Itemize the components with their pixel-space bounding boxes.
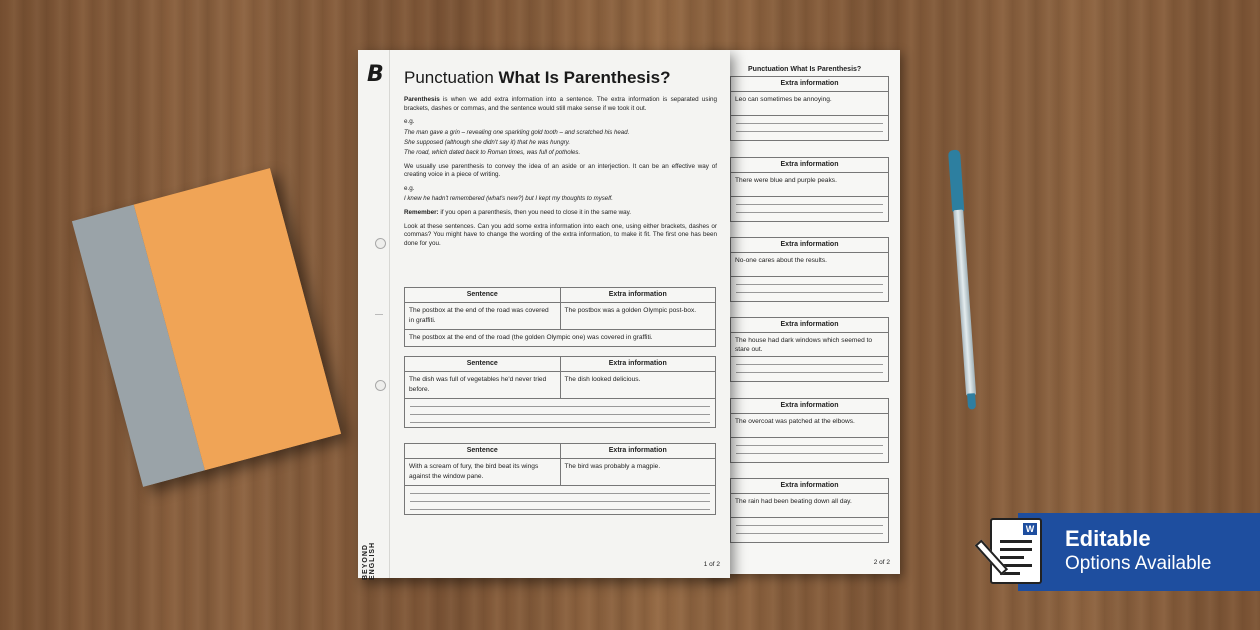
sentence-cell: With a scream of fury, the bird beat its wings against the window pane. bbox=[405, 459, 561, 485]
extra-info-box bbox=[730, 237, 889, 302]
worksheet-body bbox=[404, 68, 717, 253]
word-document-icon bbox=[990, 518, 1042, 584]
page1-number: 1 of 2 bbox=[703, 561, 720, 568]
extra-info-box bbox=[730, 157, 889, 222]
banner-subtitle: Options Available bbox=[1065, 553, 1212, 574]
extra-info-box bbox=[730, 76, 889, 141]
extra-info-header: Extra information bbox=[731, 158, 888, 173]
banner-text[interactable] bbox=[1065, 526, 1211, 576]
brand-vertical-text: BEYOND ENGLISH bbox=[362, 541, 376, 580]
extra-info-box bbox=[730, 478, 889, 543]
extra-info-header: Extra information bbox=[731, 77, 888, 92]
column-header-sentence: Sentence bbox=[405, 444, 561, 458]
aside-paragraph: We usually use parenthesis to convey the idea of an aside or an interjection. It can be an effective way of creating voice in a piece of writing. bbox=[404, 162, 717, 178]
column-header-extra: Extra information bbox=[608, 447, 667, 454]
extra-info-header: Extra information bbox=[731, 399, 888, 414]
extra-info-box bbox=[730, 398, 889, 463]
ballpoint-pen bbox=[948, 150, 978, 412]
extra-info-cell: The postbox was a golden Olympic post-box. bbox=[564, 307, 697, 314]
punch-hole-icon bbox=[375, 238, 386, 249]
pen-cap bbox=[948, 150, 964, 213]
banner-title: Editable bbox=[1065, 526, 1151, 551]
example-label: e.g. bbox=[404, 184, 415, 192]
word-logo-icon: W bbox=[1023, 523, 1037, 535]
column-header-sentence: Sentence bbox=[405, 288, 561, 302]
extra-info-header: Extra information bbox=[731, 318, 888, 333]
extra-info-text: The rain had been beating down all day. bbox=[731, 494, 888, 518]
answer-lines[interactable] bbox=[405, 486, 715, 514]
exercise-table bbox=[404, 356, 716, 428]
extra-info-text: The overcoat was patched at the elbows. bbox=[731, 414, 888, 438]
example-sentence: I knew he hadn't remembered (what's new?) but I kept my thoughts to myself. bbox=[404, 195, 613, 202]
example-sentence: She supposed (although she didn't say it) that he was hungry. bbox=[404, 138, 571, 146]
page-margin bbox=[358, 50, 390, 578]
remember-note: Remember: if you open a parenthesis, then you need to close it in the same way. bbox=[404, 209, 632, 216]
extra-info-text: The house had dark windows which seemed to stare out. bbox=[731, 333, 888, 357]
worksheet-page-1 bbox=[358, 50, 730, 578]
example-sentence: The man gave a grin – revealing one sparkling gold tooth – and scratched his head. bbox=[404, 128, 630, 136]
extra-info-text: No-one cares about the results. bbox=[731, 253, 888, 277]
extra-info-cell: The bird was probably a magpie. bbox=[564, 463, 661, 470]
notebook bbox=[72, 168, 341, 487]
worksheet-page-2 bbox=[704, 50, 900, 574]
beyond-logo-icon: B bbox=[367, 62, 384, 87]
extra-info-header: Extra information bbox=[731, 479, 888, 494]
page-title: Punctuation What Is Parenthesis? bbox=[404, 68, 671, 87]
answer-cell: The postbox at the end of the road (the golden Olympic one) was covered in graffiti. bbox=[409, 334, 653, 341]
column-header-extra: Extra information bbox=[608, 291, 667, 298]
example-sentence: The road, which dated back to Roman times, was full of potholes. bbox=[404, 148, 581, 156]
extra-info-header: Extra information bbox=[731, 238, 888, 253]
extra-info-box bbox=[730, 317, 889, 382]
example-label: e.g. bbox=[404, 118, 415, 125]
pen-body bbox=[953, 210, 976, 396]
column-header-extra: Extra information bbox=[608, 360, 667, 367]
pen-tip bbox=[967, 393, 976, 410]
exercise-table bbox=[404, 287, 716, 347]
fold-mark bbox=[375, 314, 383, 315]
intro-paragraph: Parenthesis is when we add extra information into a sentence. The extra information is separated using brackets, dashes or commas, and the sentence would still make sense if we took it out. bbox=[404, 96, 717, 112]
answer-lines[interactable] bbox=[405, 399, 715, 427]
page2-title: Punctuation What Is Parenthesis? bbox=[748, 66, 862, 73]
extra-info-cell: The dish looked delicious. bbox=[564, 376, 641, 383]
instructions-paragraph: Look at these sentences. Can you add some extra information into each one, using either brackets, dashes or commas? You might have to change the wording of the extra information, to make it fit. The first one has been done for you. bbox=[404, 222, 717, 247]
exercise-table bbox=[404, 443, 716, 515]
page2-number: 2 of 2 bbox=[873, 559, 890, 566]
punch-hole-icon bbox=[375, 380, 386, 391]
sentence-cell: The postbox at the end of the road was covered in graffiti. bbox=[405, 303, 561, 329]
sentence-cell: The dish was full of vegetables he'd never tried before. bbox=[405, 372, 561, 398]
extra-info-text: Leo can sometimes be annoying. bbox=[731, 92, 888, 116]
column-header-sentence: Sentence bbox=[405, 357, 561, 371]
extra-info-text: There were blue and purple peaks. bbox=[731, 173, 888, 197]
